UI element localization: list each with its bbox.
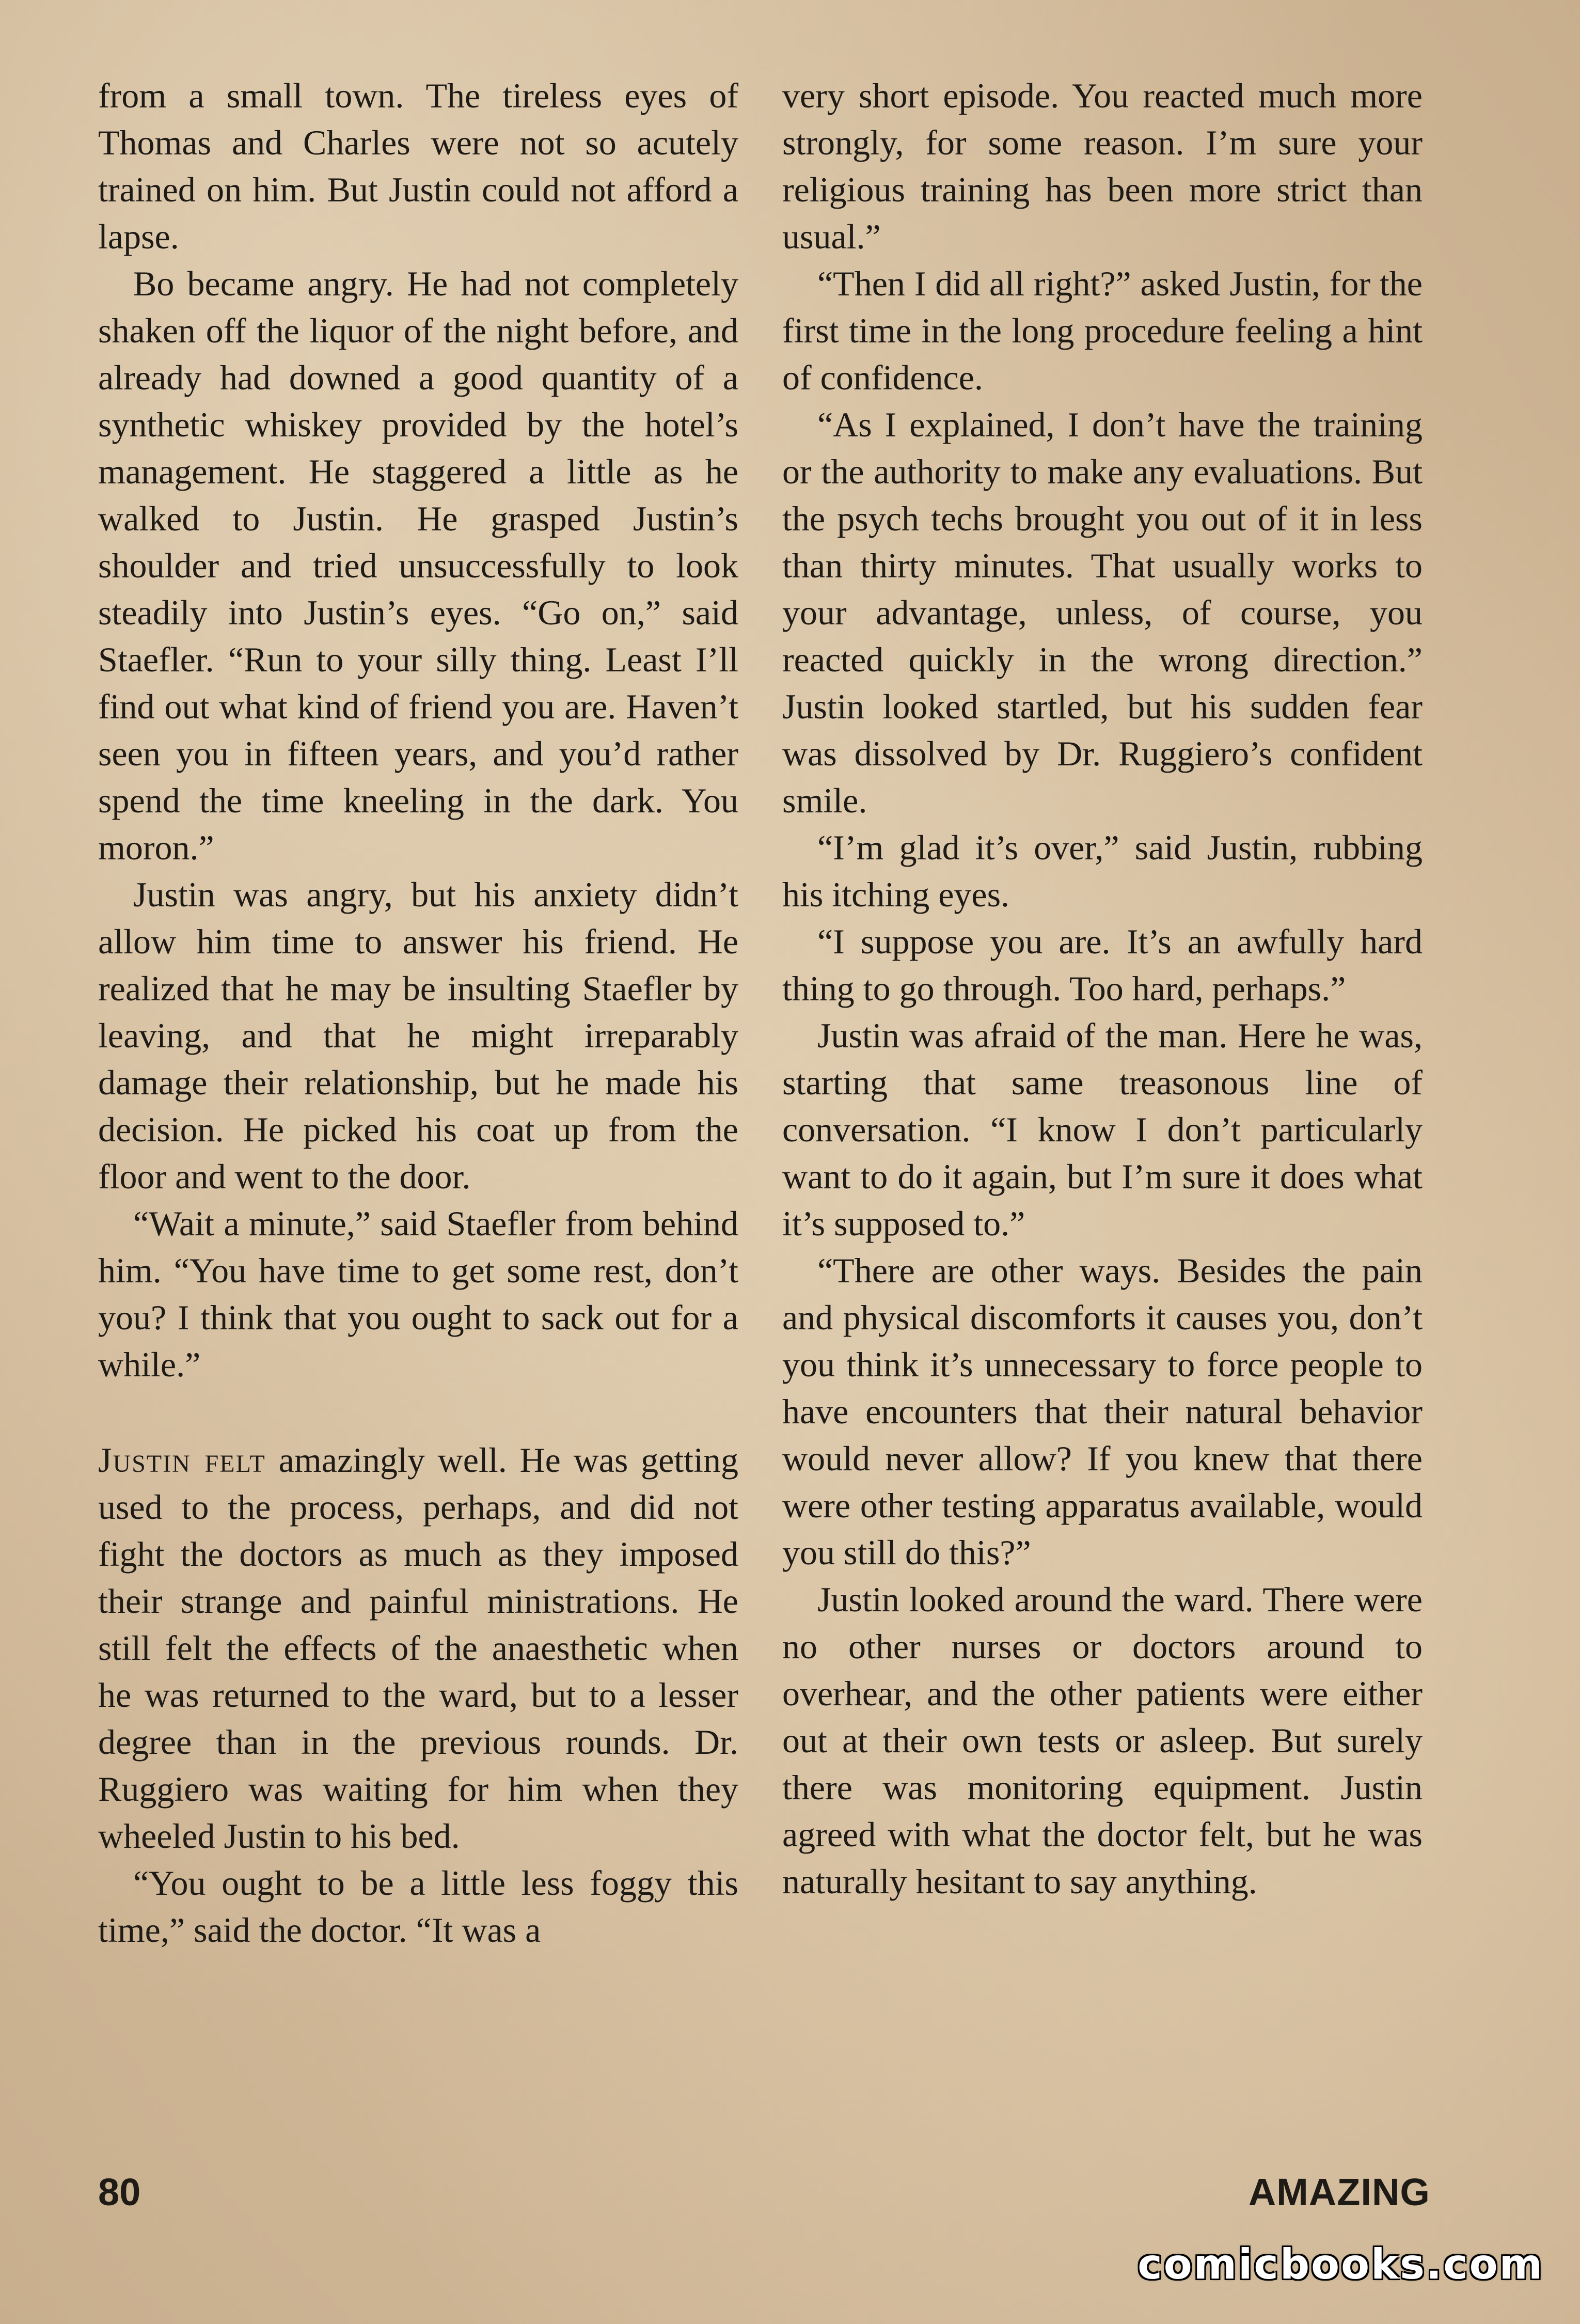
- paragraph: “I suppose you are. It’s an awfully hard thing to go through. Too hard, perhaps.”: [782, 922, 1423, 1008]
- section-opening-text: amazingly well. He was getting used to the process, perhaps, and did not fight the doctors as much as they imposed their strange and painful ministrations. He still felt the effects of the anaesthetic when he was returned to the ward, but to a lesser degree than in the previous rounds. Dr. Ruggiero was waiting for him when they wheeled Justin to his bed.: [98, 1440, 738, 1856]
- section-opening-paragraph: [98, 1437, 738, 1860]
- paragraph: “As I explained, I don’t have the training or the authority to make any evaluations. But the psych techs brought you out of it in less than thirty minutes. That usually works to your advantage, unless, of course, you reacted quickly in the wrong direction.” Justin looked startled, but his sudden fear was dissolved by Dr. Ruggiero’s confident smile.: [782, 405, 1423, 820]
- paragraph: very short episode. You reacted much more strongly, for some reason. I’m sure your religious training has been more strict than usual.”: [782, 76, 1423, 256]
- paragraph: Justin was afraid of the man. Here he was, starting that same treasonous line of conversation. “I know I don’t particularly want to do it again, but I’m sure it does what it’s supposed to.”: [782, 1016, 1423, 1243]
- text-column-right: [782, 72, 1423, 1905]
- paragraph: “You ought to be a little less foggy this time,” said the doctor. “It was a: [98, 1863, 738, 1950]
- section-lead-in: Justin felt: [98, 1440, 266, 1480]
- page-number: 80: [98, 2171, 141, 2213]
- paragraph: “I’m glad it’s over,” said Justin, rubbing his itching eyes.: [782, 828, 1423, 914]
- magazine-title: AMAZING: [1248, 2171, 1430, 2213]
- watermark: comicbooks.com: [1137, 2240, 1544, 2288]
- paragraph: from a small town. The tireless eyes of Thomas and Charles were not so acutely trained on him. But Justin could not afford a lapse.: [98, 76, 738, 256]
- paragraph: Justin was angry, but his anxiety didn’t allow him time to answer his friend. He realized that he may be insulting Staefler by leaving, and that he might irreparably damage their relationship, but he made his decision. He picked his coat up from the floor and went to the door.: [98, 875, 738, 1196]
- paragraph: Justin looked around the ward. There were no other nurses or doctors around to overhear, and the other patients were either out at their own tests or asleep. But surely there was monitoring equipment. Justin agreed with what the doctor felt, but he was naturally hesitant to say anything.: [782, 1580, 1423, 1901]
- paragraph: “There are other ways. Besides the pain and physical discomforts it causes you, don’t you think it’s unnecessary to force people to have encounters that their natural behavior would never allow? If you knew that there were other testing apparatus available, would you still do this?”: [782, 1251, 1423, 1572]
- paragraph: Bo became angry. He had not completely shaken off the liquor of the night before, and already had downed a good quantity of a synthetic whiskey provided by the hotel’s management. He staggered a little as he walked to Justin. He grasped Justin’s shoulder and tried unsuccessfully to look steadily into Justin’s eyes. “Go on,” said Staefler. “Run to your silly thing. Least I’ll find out what kind of friend you are. Haven’t seen you in fifteen years, and you’d rather spend the time kneeling in the dark. You moron.”: [98, 264, 738, 867]
- paragraph: “Wait a minute,” said Staefler from behind him. “You have time to get some rest, don’t you? I think that you ought to sack out for a while.”: [98, 1204, 738, 1384]
- paragraph: “Then I did all right?” asked Justin, for the first time in the long procedure feeling a hint of confidence.: [782, 264, 1423, 397]
- text-column-left: [98, 72, 738, 1954]
